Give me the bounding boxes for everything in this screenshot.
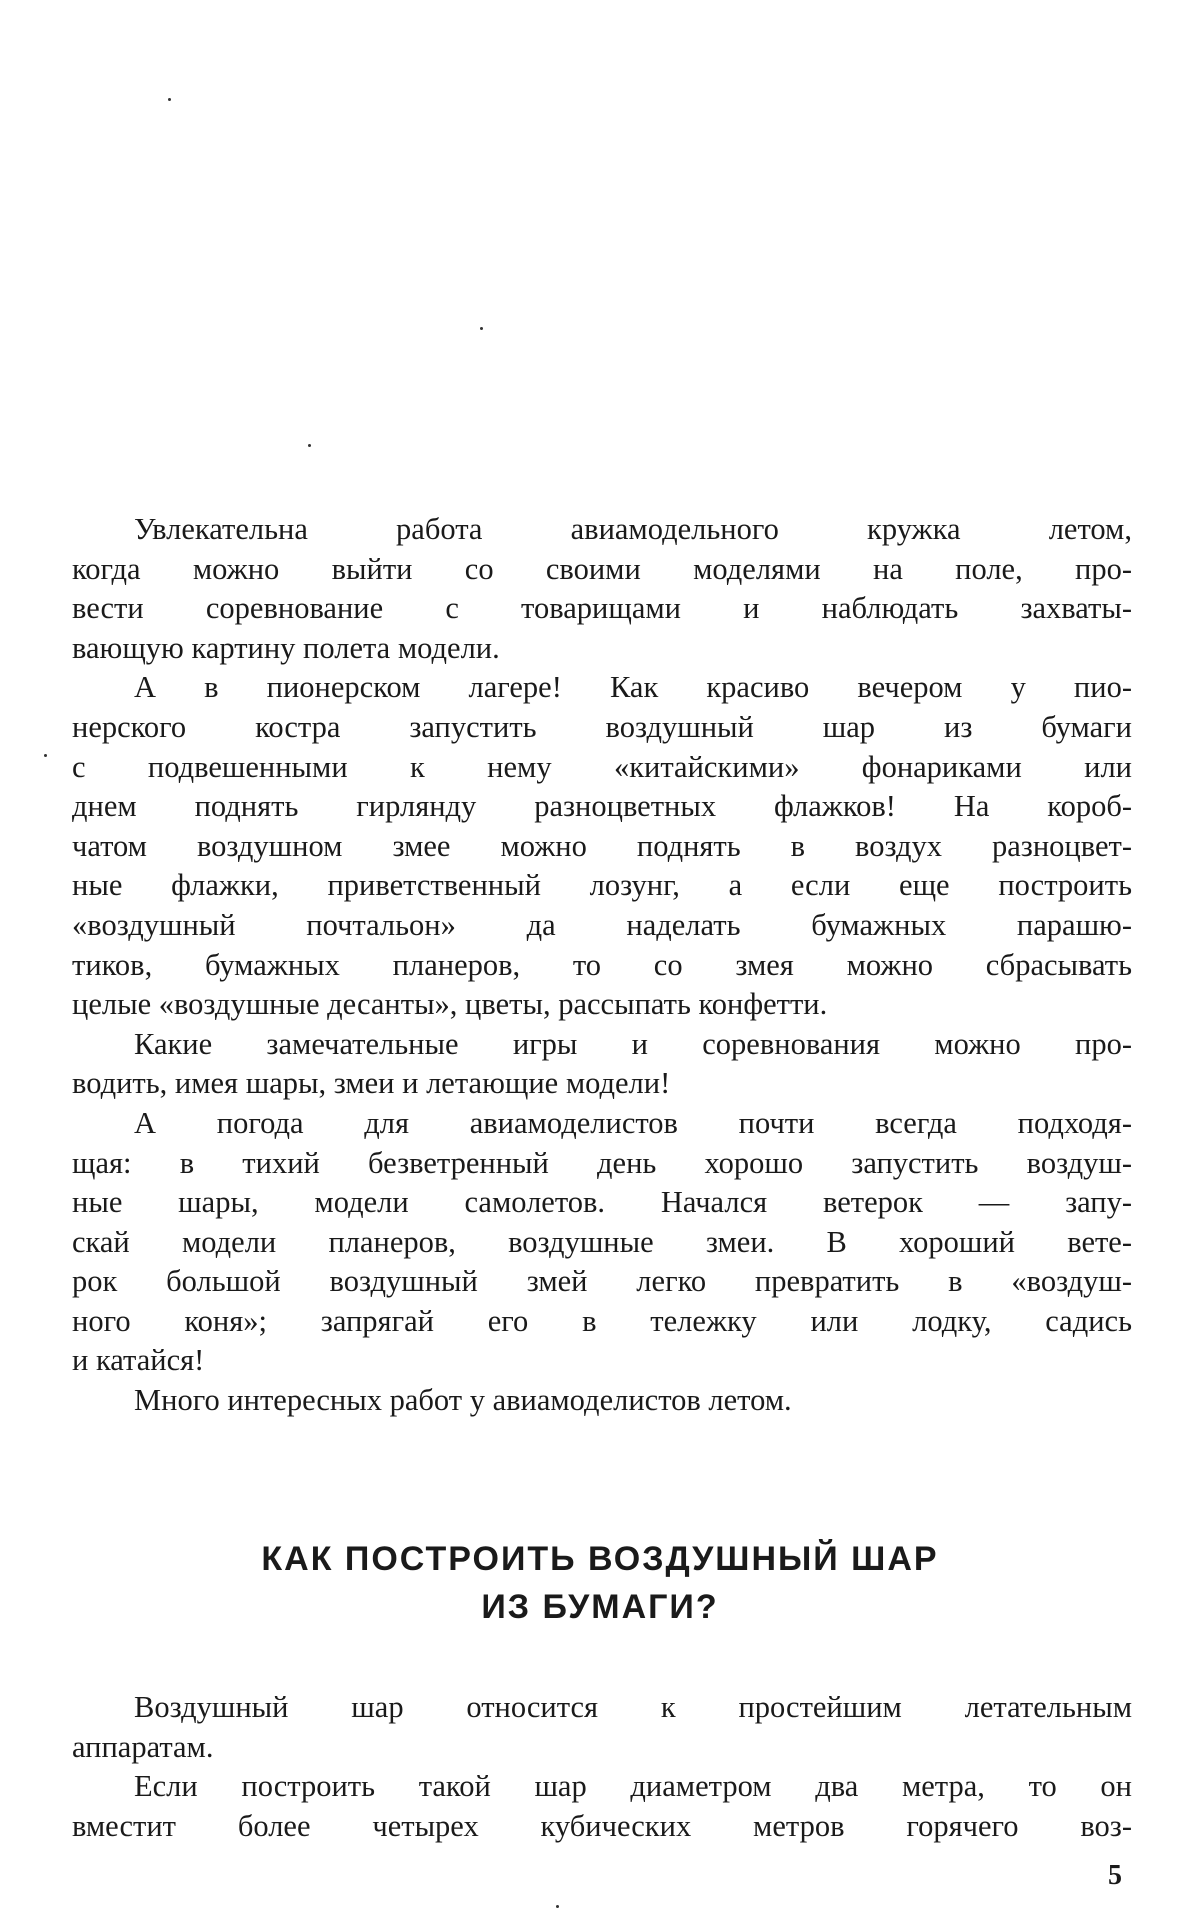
text-line: вместит более четырех кубических метров горячего воз- — [72, 1808, 1132, 1843]
text-line: рок большой воздушный змей легко превратить в «воздуш- — [72, 1264, 1132, 1299]
heading-line: КАК ПОСТРОИТЬ ВОЗДУШНЫЙ ШАР — [261, 1540, 939, 1578]
text-line: когда можно выйти со своими моделями на поле, про- — [72, 551, 1132, 586]
page-number: 5 — [1108, 1860, 1122, 1891]
paragraph — [72, 1104, 1132, 1381]
text-line: вести соревнование с товарищами и наблюдать захваты- — [72, 591, 1132, 626]
text-line: водить, имея шары, змеи и летающие модели! — [72, 1066, 671, 1101]
paragraph — [72, 510, 1132, 668]
text-line: «воздушный почтальон» да наделать бумажных парашю- — [72, 907, 1132, 942]
text-line: Какие замечательные игры и соревнования можно про- — [134, 1026, 1132, 1061]
paragraph — [72, 1025, 1132, 1104]
text-line: и катайся! — [72, 1343, 205, 1378]
text-line: с подвешенными к нему «китайскими» фонариками или — [72, 749, 1132, 784]
text-line: вающую картину полета модели. — [72, 630, 500, 665]
text-line: А погода для авиамоделистов почти всегда подходя- — [134, 1105, 1132, 1140]
intro-text — [72, 510, 1132, 1421]
text-line: чатом воздушном змее можно поднять в воздух разноцвет- — [72, 828, 1132, 863]
heading-line: ИЗ БУМАГИ? — [481, 1588, 719, 1626]
paragraph — [72, 1688, 1132, 1767]
text-line: целые «воздушные десанты», цветы, рассыпать конфетти. — [72, 987, 828, 1022]
scan-speck — [308, 444, 311, 447]
paragraph — [72, 1767, 1132, 1846]
text-line: скай модели планеров, воздушные змеи. В хороший вете- — [72, 1224, 1132, 1259]
text-line: аппаратам. — [72, 1729, 214, 1764]
text-line: ного коня»; запрягай его в тележку или лодку, садись — [72, 1303, 1132, 1338]
section-text — [72, 1688, 1132, 1846]
scan-speck — [44, 754, 47, 757]
text-line: ные флажки, приветственный лозунг, а если еще построить — [72, 868, 1132, 903]
scan-speck — [556, 1905, 559, 1908]
scan-speck — [168, 98, 171, 101]
text-line: щая: в тихий безветренный день хорошо запустить воздуш- — [72, 1145, 1132, 1180]
text-line: Много интересных работ у авиамоделистов летом. — [134, 1383, 792, 1418]
text-line: Если построить такой шар диаметром два метра, то он — [134, 1769, 1132, 1804]
text-line: днем поднять гирлянду разноцветных флажков! На короб- — [72, 789, 1132, 824]
text-line: нерского костра запустить воздушный шар из бумаги — [72, 709, 1132, 744]
section-heading — [0, 1535, 1200, 1631]
paragraph — [72, 668, 1132, 1024]
scan-speck — [480, 327, 483, 330]
text-line: А в пионерском лагере! Как красиво вечером у пио- — [134, 670, 1132, 705]
text-line: Увлекательна работа авиамодельного кружка летом, — [134, 512, 1132, 546]
text-line: Воздушный шар относится к простейшим летательным — [134, 1690, 1132, 1724]
text-line: ные шары, модели самолетов. Начался ветерок — запу- — [72, 1185, 1132, 1220]
paragraph — [72, 1381, 1132, 1421]
text-line: тиков, бумажных планеров, то со змея можно сбрасывать — [72, 947, 1132, 982]
